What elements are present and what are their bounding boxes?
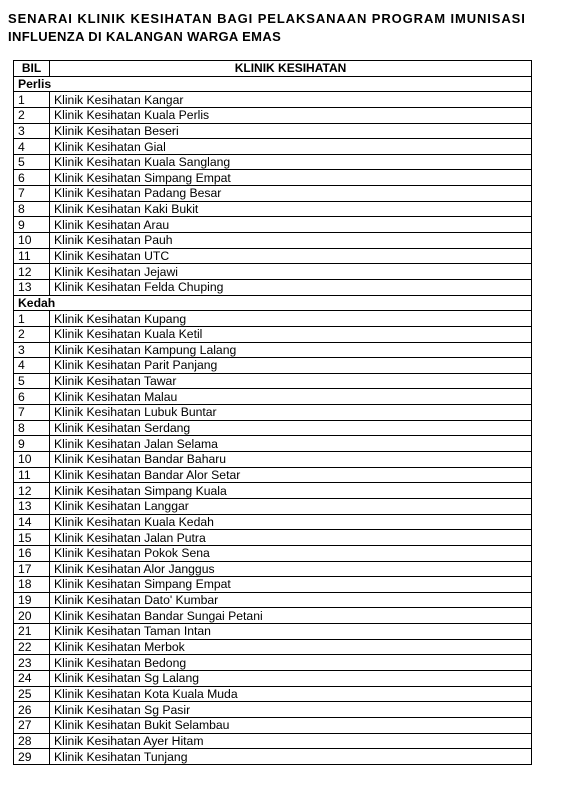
row-bil: 6: [14, 170, 50, 186]
row-bil: 3: [14, 123, 50, 139]
row-bil: 28: [14, 733, 50, 749]
table-row: [14, 154, 532, 170]
row-clinic-name: Klinik Kesihatan Simpang Empat: [50, 577, 532, 593]
row-bil: 13: [14, 279, 50, 295]
row-clinic-name: Klinik Kesihatan Simpang Empat: [50, 170, 532, 186]
row-clinic-name: Klinik Kesihatan Kuala Sanglang: [50, 154, 532, 170]
row-clinic-name: Klinik Kesihatan Bukit Selambau: [50, 717, 532, 733]
table-row: [14, 749, 532, 765]
table-row: [14, 279, 532, 295]
state-name: Kedah: [14, 295, 532, 311]
table-row: [14, 686, 532, 702]
document-title-line-2: INFLUENZA DI KALANGAN WARGA EMAS: [8, 29, 282, 44]
row-clinic-name: Klinik Kesihatan Kangar: [50, 92, 532, 108]
row-bil: 14: [14, 514, 50, 530]
row-bil: 1: [14, 311, 50, 327]
state-row: [14, 295, 532, 311]
row-bil: 6: [14, 389, 50, 405]
row-clinic-name: Klinik Kesihatan Sg Lalang: [50, 670, 532, 686]
table-row: [14, 467, 532, 483]
table-row: [14, 373, 532, 389]
table-header-row: [14, 61, 532, 77]
row-bil: 16: [14, 545, 50, 561]
row-clinic-name: Klinik Kesihatan Langgar: [50, 498, 532, 514]
row-clinic-name: Klinik Kesihatan Kampung Lalang: [50, 342, 532, 358]
table-row: [14, 217, 532, 233]
header-bil: BIL: [14, 61, 50, 77]
table-row: [14, 592, 532, 608]
header-clinic: KLINIK KESIHATAN: [50, 61, 532, 77]
table-row: [14, 608, 532, 624]
row-clinic-name: Klinik Kesihatan Bandar Alor Setar: [50, 467, 532, 483]
table-row: [14, 530, 532, 546]
table-row: [14, 139, 532, 155]
row-clinic-name: Klinik Kesihatan Dato' Kumbar: [50, 592, 532, 608]
row-bil: 26: [14, 702, 50, 718]
table-row: [14, 561, 532, 577]
row-clinic-name: Klinik Kesihatan Merbok: [50, 639, 532, 655]
table-row: [14, 436, 532, 452]
table-row: [14, 342, 532, 358]
table-row: [14, 248, 532, 264]
table-row: [14, 514, 532, 530]
table-row: [14, 311, 532, 327]
row-bil: 8: [14, 201, 50, 217]
row-clinic-name: Klinik Kesihatan Malau: [50, 389, 532, 405]
row-bil: 18: [14, 577, 50, 593]
row-clinic-name: Klinik Kesihatan Beseri: [50, 123, 532, 139]
table-row: [14, 733, 532, 749]
row-clinic-name: Klinik Kesihatan Jalan Putra: [50, 530, 532, 546]
row-bil: 23: [14, 655, 50, 671]
document-title: [8, 10, 556, 46]
row-clinic-name: Klinik Kesihatan Padang Besar: [50, 186, 532, 202]
clinic-table-body: [14, 76, 532, 764]
row-bil: 17: [14, 561, 50, 577]
row-clinic-name: Klinik Kesihatan UTC: [50, 248, 532, 264]
row-bil: 29: [14, 749, 50, 765]
row-bil: 5: [14, 373, 50, 389]
table-row: [14, 670, 532, 686]
row-bil: 19: [14, 592, 50, 608]
table-row: [14, 624, 532, 640]
row-bil: 3: [14, 342, 50, 358]
row-clinic-name: Klinik Kesihatan Parit Panjang: [50, 358, 532, 374]
table-row: [14, 326, 532, 342]
table-row: [14, 577, 532, 593]
row-clinic-name: Klinik Kesihatan Arau: [50, 217, 532, 233]
row-clinic-name: Klinik Kesihatan Kuala Kedah: [50, 514, 532, 530]
row-bil: 9: [14, 217, 50, 233]
table-row: [14, 123, 532, 139]
row-bil: 25: [14, 686, 50, 702]
row-clinic-name: Klinik Kesihatan Jejawi: [50, 264, 532, 280]
table-row: [14, 420, 532, 436]
table-row: [14, 92, 532, 108]
row-bil: 24: [14, 670, 50, 686]
row-bil: 10: [14, 233, 50, 249]
row-bil: 11: [14, 467, 50, 483]
table-row: [14, 639, 532, 655]
row-clinic-name: Klinik Kesihatan Pauh: [50, 233, 532, 249]
table-row: [14, 655, 532, 671]
state-row: [14, 76, 532, 92]
row-bil: 22: [14, 639, 50, 655]
row-bil: 4: [14, 358, 50, 374]
table-row: [14, 233, 532, 249]
table-row: [14, 702, 532, 718]
row-clinic-name: Klinik Kesihatan Kota Kuala Muda: [50, 686, 532, 702]
row-clinic-name: Klinik Kesihatan Serdang: [50, 420, 532, 436]
row-clinic-name: Klinik Kesihatan Kuala Ketil: [50, 326, 532, 342]
row-clinic-name: Klinik Kesihatan Tawar: [50, 373, 532, 389]
clinic-table: [13, 60, 532, 765]
row-bil: 21: [14, 624, 50, 640]
table-row: [14, 201, 532, 217]
row-bil: 20: [14, 608, 50, 624]
row-bil: 2: [14, 107, 50, 123]
row-clinic-name: Klinik Kesihatan Kupang: [50, 311, 532, 327]
row-clinic-name: Klinik Kesihatan Ayer Hitam: [50, 733, 532, 749]
table-row: [14, 498, 532, 514]
row-bil: 1: [14, 92, 50, 108]
table-row: [14, 358, 532, 374]
row-bil: 27: [14, 717, 50, 733]
table-row: [14, 107, 532, 123]
table-row: [14, 186, 532, 202]
row-bil: 12: [14, 264, 50, 280]
table-row: [14, 545, 532, 561]
document-title-line-1: SENARAI KLINIK KESIHATAN BAGI PELAKSANAAN PROGRAM IMUNISASI: [8, 11, 526, 26]
row-clinic-name: Klinik Kesihatan Bandar Baharu: [50, 452, 532, 468]
row-bil: 15: [14, 530, 50, 546]
row-clinic-name: Klinik Kesihatan Lubuk Buntar: [50, 405, 532, 421]
row-clinic-name: Klinik Kesihatan Bandar Sungai Petani: [50, 608, 532, 624]
row-clinic-name: Klinik Kesihatan Simpang Kuala: [50, 483, 532, 499]
table-row: [14, 483, 532, 499]
row-bil: 7: [14, 186, 50, 202]
row-bil: 13: [14, 498, 50, 514]
table-row: [14, 389, 532, 405]
row-clinic-name: Klinik Kesihatan Gial: [50, 139, 532, 155]
row-clinic-name: Klinik Kesihatan Pokok Sena: [50, 545, 532, 561]
row-bil: 7: [14, 405, 50, 421]
table-row: [14, 452, 532, 468]
row-clinic-name: Klinik Kesihatan Alor Janggus: [50, 561, 532, 577]
state-name: Perlis: [14, 76, 532, 92]
row-clinic-name: Klinik Kesihatan Bedong: [50, 655, 532, 671]
row-bil: 2: [14, 326, 50, 342]
row-clinic-name: Klinik Kesihatan Felda Chuping: [50, 279, 532, 295]
row-clinic-name: Klinik Kesihatan Tunjang: [50, 749, 532, 765]
row-clinic-name: Klinik Kesihatan Kaki Bukit: [50, 201, 532, 217]
table-row: [14, 717, 532, 733]
row-clinic-name: Klinik Kesihatan Taman Intan: [50, 624, 532, 640]
row-bil: 11: [14, 248, 50, 264]
row-bil: 10: [14, 452, 50, 468]
table-row: [14, 264, 532, 280]
row-clinic-name: Klinik Kesihatan Jalan Selama: [50, 436, 532, 452]
table-row: [14, 405, 532, 421]
row-bil: 12: [14, 483, 50, 499]
row-bil: 5: [14, 154, 50, 170]
table-row: [14, 170, 532, 186]
row-bil: 4: [14, 139, 50, 155]
row-bil: 8: [14, 420, 50, 436]
row-clinic-name: Klinik Kesihatan Kuala Perlis: [50, 107, 532, 123]
row-clinic-name: Klinik Kesihatan Sg Pasir: [50, 702, 532, 718]
row-bil: 9: [14, 436, 50, 452]
